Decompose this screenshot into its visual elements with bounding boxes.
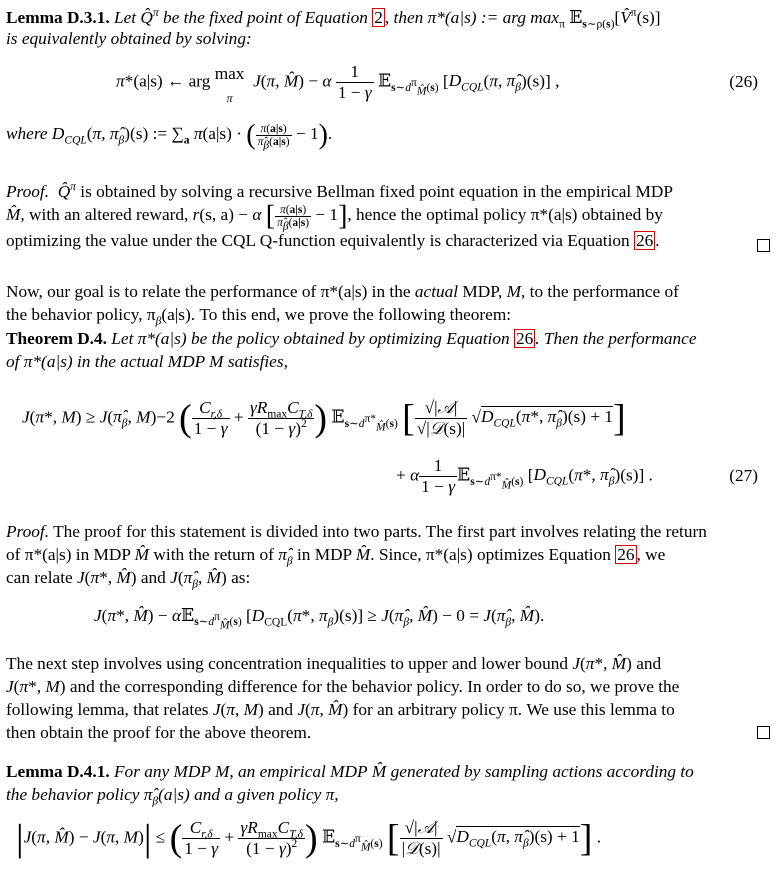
- equation-27-line2: + α $\frac{1}{1 - \gamma}$ 𝔼$_{s\sim d^{\pi*}_{M̂}(s)}$ [$D_{CQL}(\pi*$, $\pî_\beta)(s)$] .: [396, 456, 653, 496]
- equation-ref-link[interactable]: 26: [515, 329, 534, 348]
- lemma-d31-label: Lemma D.3.1.: [6, 8, 110, 27]
- paragraph-goal: Now, our goal is to relate the performance of π*(a|s) in the actual MDP, M, to the performance of the behavior policy, $\pi_\beta(a|s)$. To this end, we prove the following theorem:: [6, 282, 679, 328]
- proof-1: Proof. Q̂$^\pi$ is obtained by solving a recursive Bellman fixed point equation in the empirical MDP M̂, with an altered reward, r(s, a) − α [ $\frac{\pi(a|s)}{\pî_\beta(a|s)}$ − 1], hence the optimal policy π*(a|s) obtained by optimizing the value under the CQL Q-function equivalently is characterized via Equation 26 .: [6, 181, 673, 250]
- lemma-d31-where: where $D_{CQL}(\pi$, $\pî_\beta)(s)$ := $\sum_a$ π(a|s) · ( $\frac{\pi(a|s)}{\pî_\beta(a|s)}$ − 1).: [6, 119, 333, 151]
- lemma-d41: Lemma D.4.1. For any MDP M, an empirical MDP M̂ generated by sampling actions according to the behavior policy $\pî_\beta(a|s)$ and a given policy π,: [6, 762, 694, 808]
- equation-26-number: (26): [729, 72, 758, 91]
- qed-square-icon: [757, 239, 770, 252]
- proof-2-label: Proof.: [6, 522, 50, 541]
- equation-ref-link[interactable]: 2: [374, 8, 383, 27]
- proof-2: Proof. The proof for this statement is divided into two parts. The first part involves relating the return of π*(a|s) in MDP M̂ with the return of $\pî_\beta$ in MDP M̂. Since, π*(a|s) optimizes Equation 26 , we can relate J(π*, M̂) and $J(\pî_\beta$, M̂) as:: [6, 522, 707, 591]
- lemma-d31: Lemma D.3.1. Let Q̂$^\pi$ be the fixed point of Equation 2 , then π*(a|s) := arg $\max_\pi$ 𝔼$_{s\sim\rho(s)}$[V̂$^\pi$(s)] is equivalently obtained by solving:: [6, 7, 661, 48]
- equation-lemma-d41: |J(π, M̂) − J(π, M)| ≤ ( $\frac{C_{r,\delta}}{1 - \gamma}$ + $\frac{\gamma R_{max}C_{T,\delta}}{(1 - \gamma)^2}$ ) 𝔼$_{s\sim d^\pi_{M̂}(s)}$ [ $\frac{\text{√|𝒜|}}{\text{|𝒟(s)|}}$ $√D_{CQL}(\pi$, $\pî_\beta)(s) + 1$] .: [16, 817, 602, 860]
- equation-proof-2: J(π*, M̂) − α𝔼$_{s\sim d^\pi_{M̂}(s)}$ [$D_{CQL}(\pi*$, $\pi_\beta)(s)$] ≥ $J(\pî_\beta$, M̂) − $0 = J(\pî_\beta$, M̂).: [94, 606, 545, 632]
- equation-ref-link[interactable]: 26: [636, 230, 654, 250]
- equation-ref-link[interactable]: 26: [617, 545, 635, 564]
- qed-square-icon: [757, 726, 770, 739]
- lemma-d41-label: Lemma D.4.1.: [6, 762, 110, 781]
- equation-26: π*(a|s) ← arg max π J(π, M̂) − α $\frac{1}{1 - \gamma}$ 𝔼$_{s\sim d^\pi_{M̂}(s)}$ [$D_{CQL}(\pi$, $\pî_\beta)(s)$] ,: [116, 62, 560, 105]
- theorem-d4: Theorem D.4. Let π*(a|s) be the policy obtained by optimizing Equation 26 . Then the performance of π*(a|s) in the actual MDP M satisfies,: [6, 329, 697, 371]
- proof-1-label: Proof.: [6, 182, 50, 201]
- equation-27-line1: J(π*, $M) \ge J(\pî_\beta$, M)−2 ( $\frac{C_{r,\delta}}{1 - \gamma}$ + $\frac{\gamma R_{max}C_{T,\delta}}{(1 - \gamma)^2}$ ) 𝔼$_{s\sim d^{\pi*}_{M̂}(s)}$ [ $\frac{\text{√|𝒜|}}{\text{√|𝒟(s)|}}$ $√D_{CQL}(\pi*$, $\pî_\beta)(s) + 1$]: [22, 397, 626, 440]
- equation-27-number: (27): [729, 466, 758, 485]
- paragraph-next-step: The next step involves using concentration inequalities to upper and lower bound J(π*, M̂) and J(π*, M) and the corresponding difference for the behavior policy. In order to do so, we prove the following lemma, that relates J(π, M) and J(π, M̂) for an arbitrary policy π. We use this lemma to then obtain the proof for the above theorem.: [6, 654, 680, 742]
- theorem-d4-label: Theorem D.4.: [6, 329, 107, 348]
